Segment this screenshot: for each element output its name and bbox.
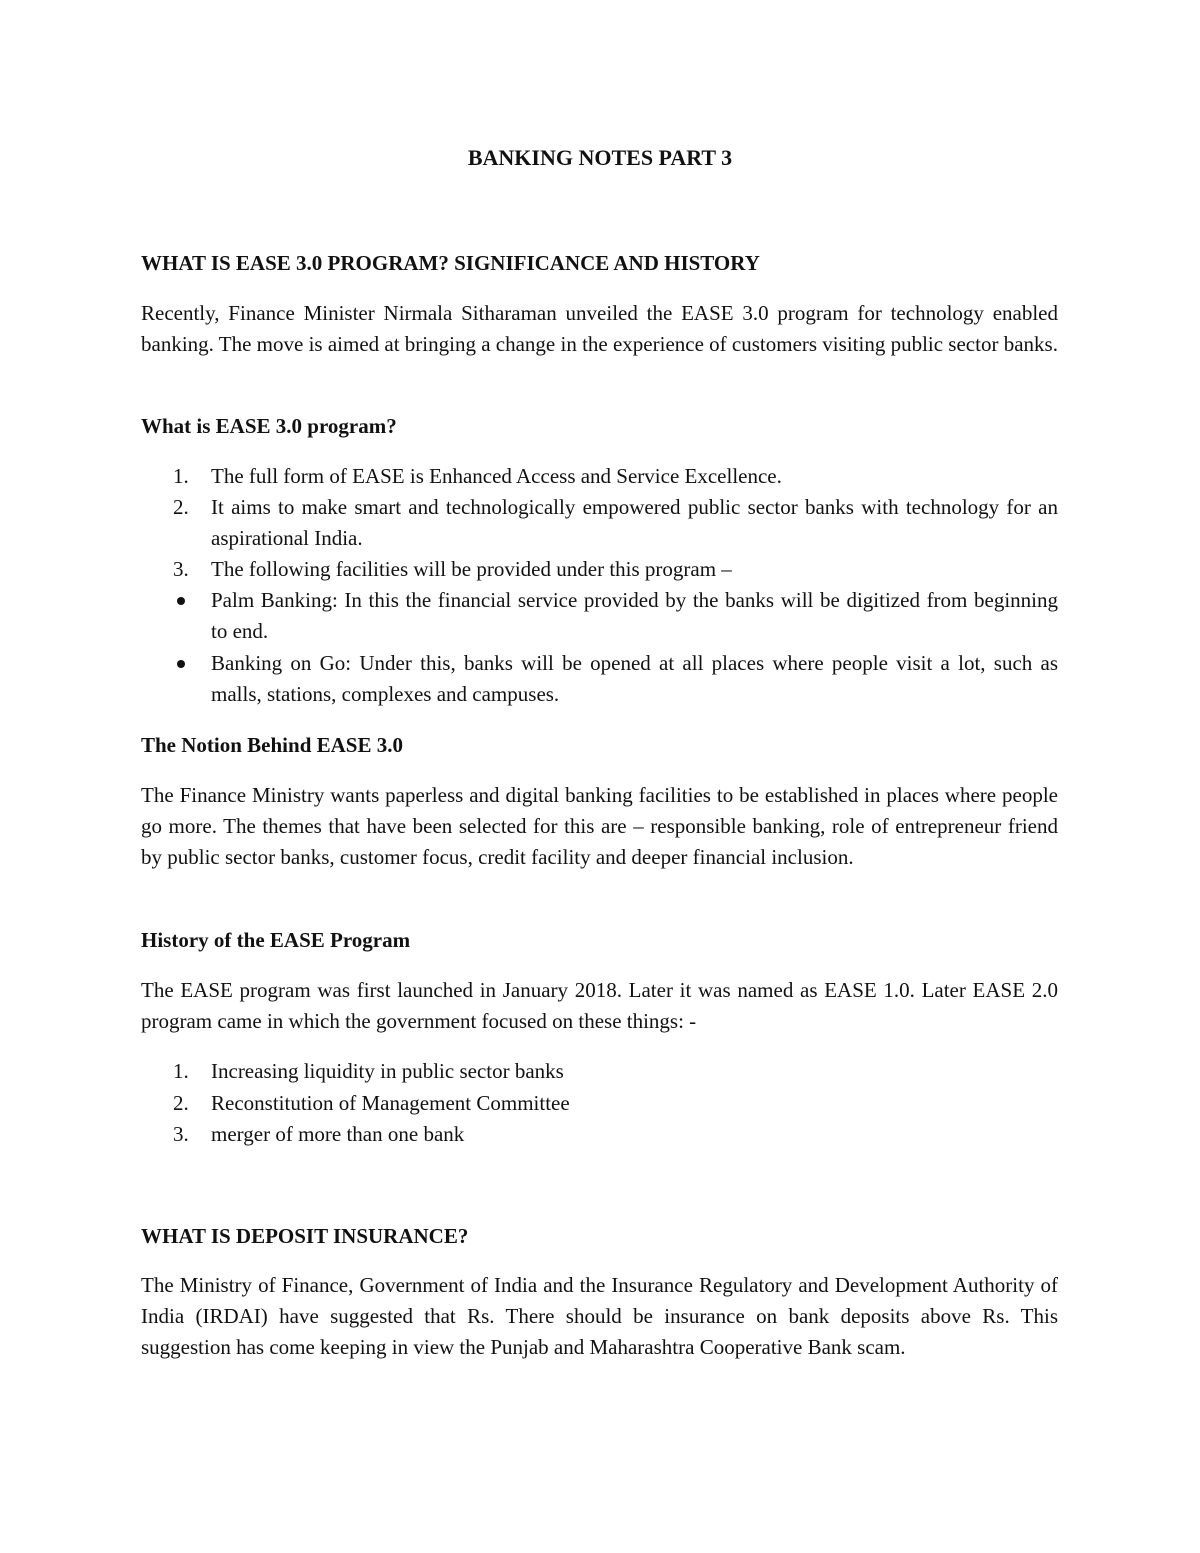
list-item-text: merger of more than one bank (211, 1122, 465, 1146)
subheading-notion: The Notion Behind EASE 3.0 (141, 733, 403, 757)
deposit-insurance-paragraph: The Ministry of Finance, Government of India and the Insurance Regulatory and Development Authority of India (IRDAI) have suggested that Rs. There should be insurance on bank deposits above Rs. This suggestion has come keeping in view the Punjab and Maharashtra Cooperative Bank scam. (141, 1273, 1058, 1359)
bullet-item-text: Banking on Go: Under this, banks will be opened at all places where people visit a lot, such as malls, stations, complexes and campuses. (211, 651, 1058, 706)
section-heading-ease: WHAT IS EASE 3.0 PROGRAM? SIGNIFICANCE AND HISTORY (141, 251, 760, 275)
list-item-text: The following facilities will be provided under this program – (211, 557, 732, 581)
list-marker: 2. (173, 1091, 189, 1115)
list-marker: 2. (173, 495, 189, 519)
section-heading-deposit-insurance: WHAT IS DEPOSIT INSURANCE? (141, 1224, 469, 1248)
list-marker: 3. (173, 1122, 189, 1146)
document-title: BANKING NOTES PART 3 (467, 145, 733, 170)
list-marker: 1. (173, 1059, 189, 1083)
history-paragraph: The EASE program was first launched in January 2018. Later it was named as EASE 1.0. Later EASE 2.0 program came in which the government focused on these things: - (141, 978, 1058, 1033)
intro-paragraph: Recently, Finance Minister Nirmala Sitharaman unveiled the EASE 3.0 program for technology enabled banking. The move is aimed at bringing a change in the experience of customers visiting public sector banks. (141, 301, 1058, 356)
list-marker: 1. (173, 464, 189, 488)
list-item-text: It aims to make smart and technologically empowered public sector banks with technology for an aspirational India. (211, 495, 1058, 550)
subheading-history: History of the EASE Program (141, 928, 411, 952)
bullet-item-text: Palm Banking: In this the financial service provided by the banks will be digitized from beginning to end. (211, 588, 1058, 643)
subheading-what-is-ease: What is EASE 3.0 program? (141, 414, 397, 438)
list-item-text: Reconstitution of Management Committee (211, 1091, 570, 1115)
list-marker: 3. (173, 557, 189, 581)
notion-paragraph: The Finance Ministry wants paperless and digital banking facilities to be established in places where people go more. The themes that have been selected for this are – responsible banking, role of entrepreneur friend by public sector banks, customer focus, credit facility and deeper financial inclusion. (141, 783, 1058, 869)
bullet-dot-icon (177, 597, 185, 605)
list-item-text: Increasing liquidity in public sector banks (211, 1059, 564, 1083)
bullet-dot-icon (177, 660, 185, 668)
list-item-text: The full form of EASE is Enhanced Access and Service Excellence. (211, 464, 782, 488)
